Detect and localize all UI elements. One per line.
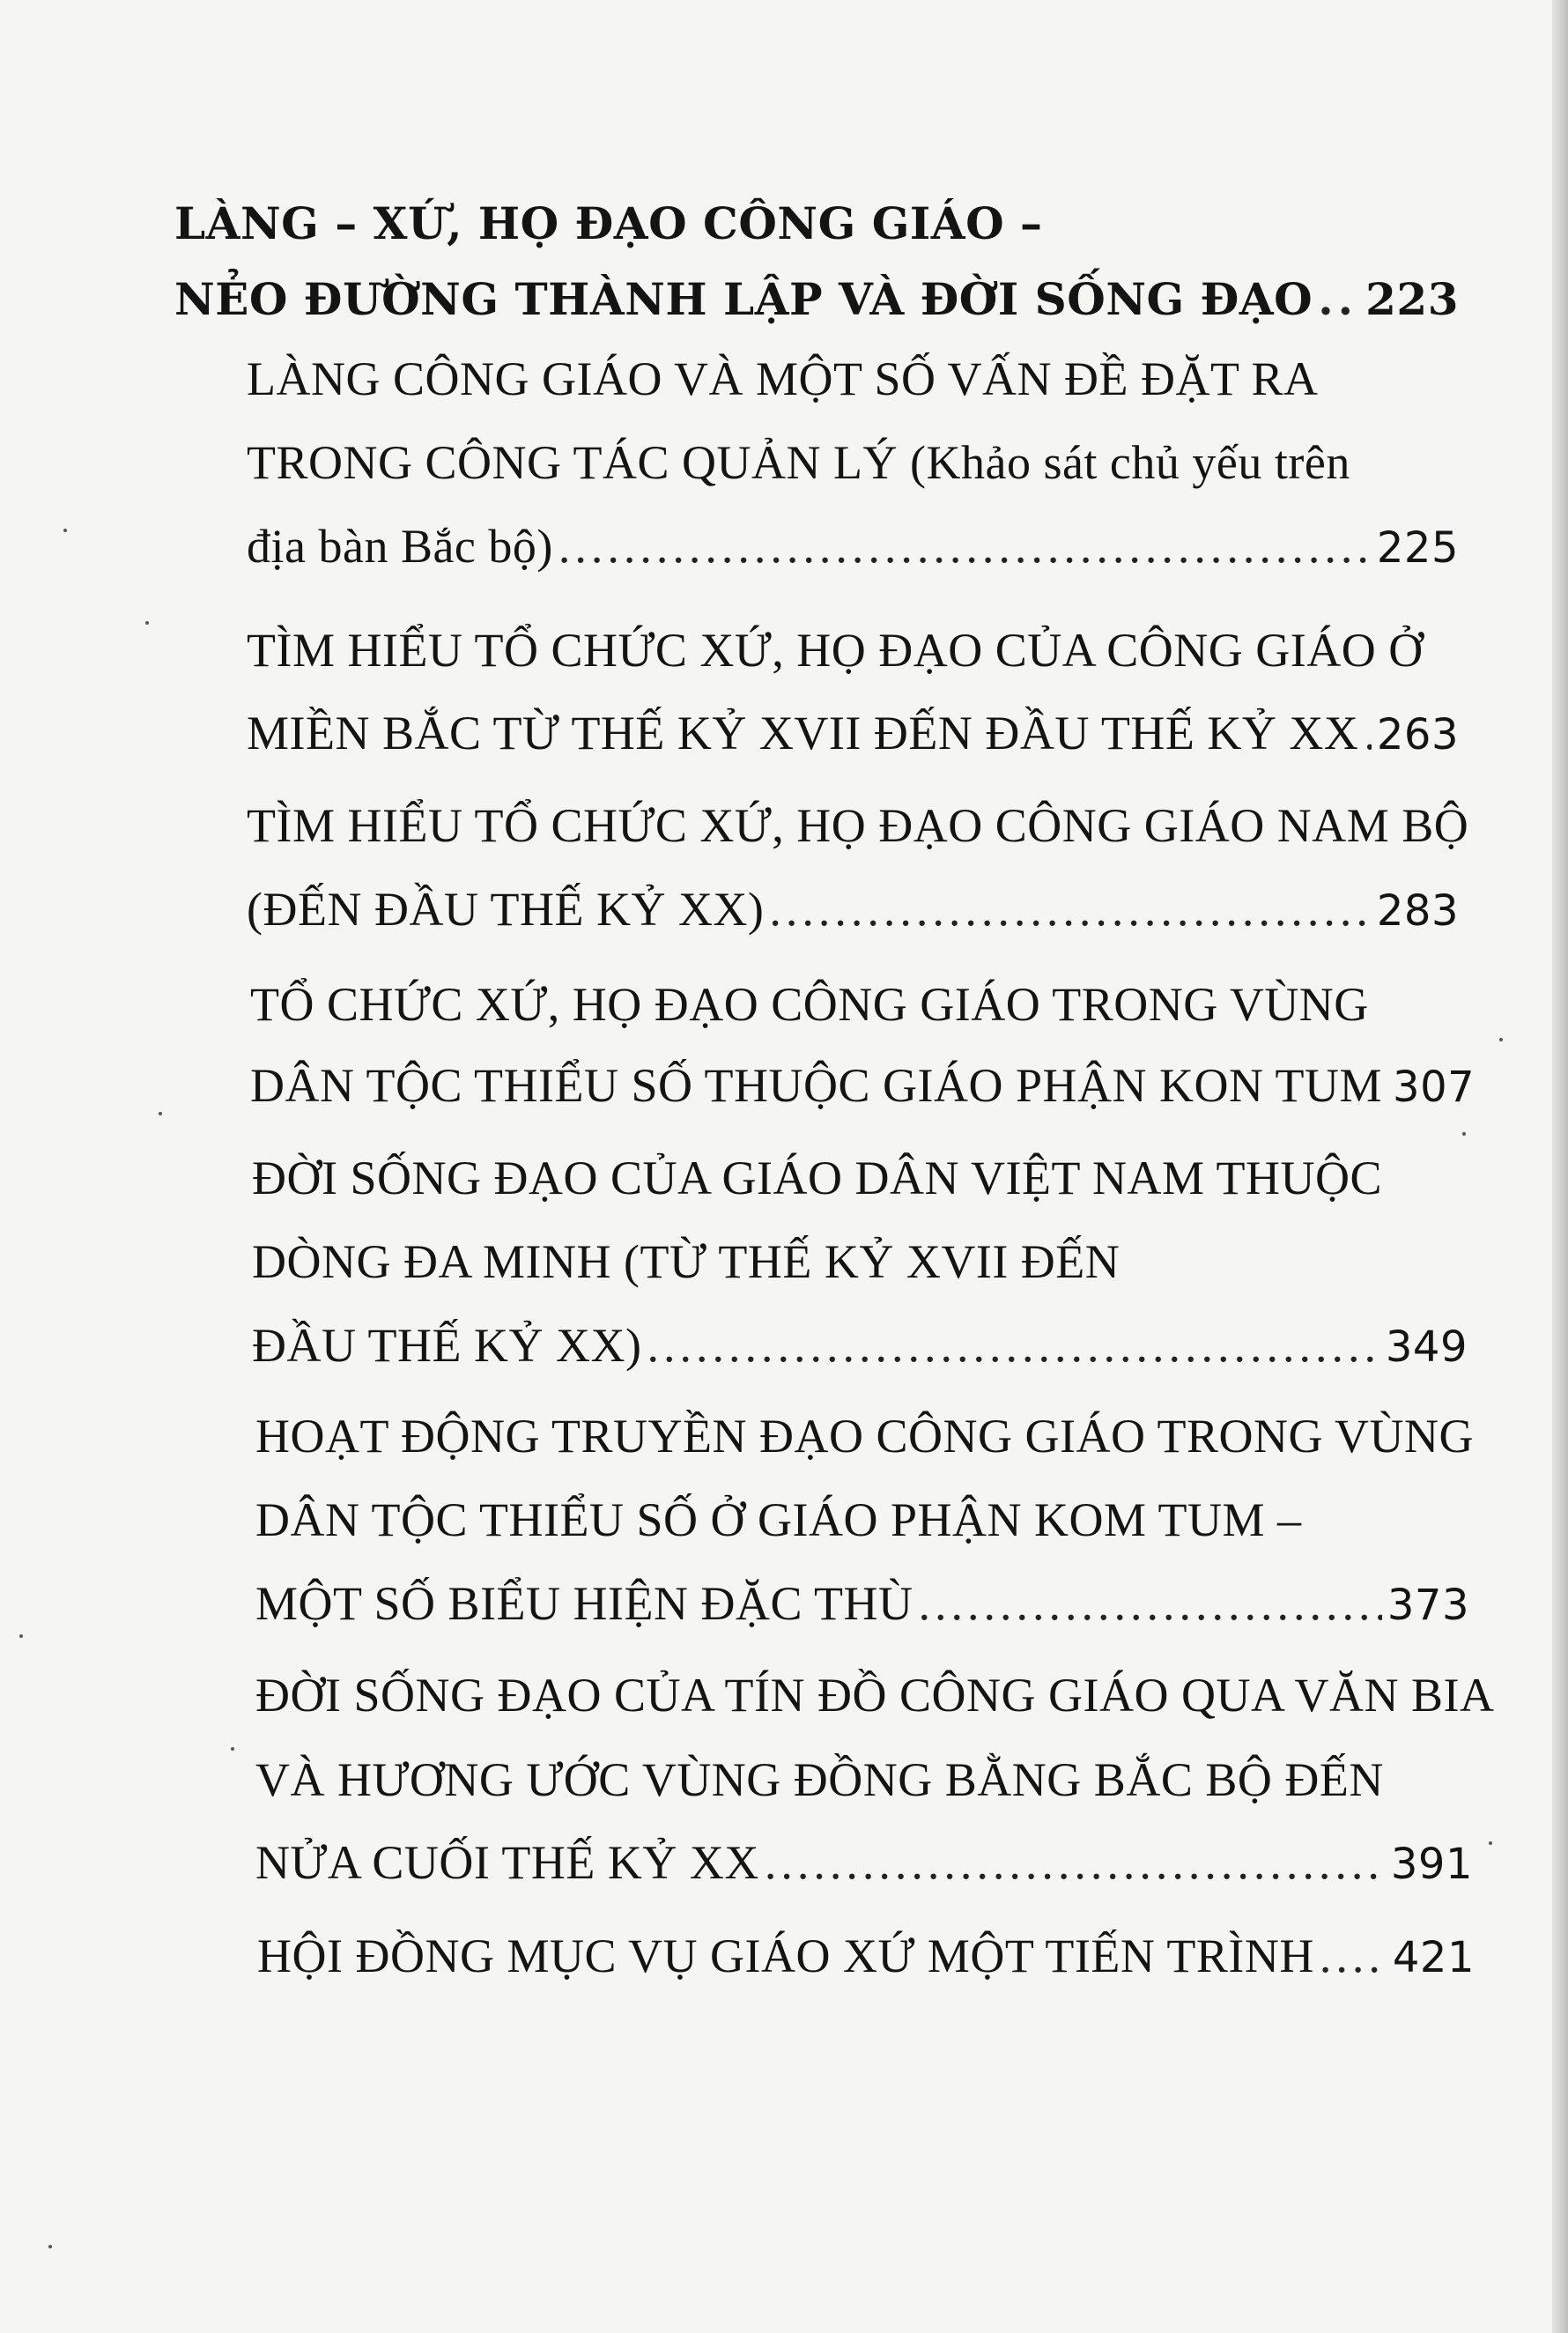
entry-last-line <box>255 1834 1473 1892</box>
page-number: 391 <box>1390 1840 1473 1889</box>
dot-leader <box>765 1834 1386 1891</box>
entry-title-text: DÂN TỘC THIỂU SỐ THUỘC GIÁO PHẬN KON TUM <box>250 1059 1383 1112</box>
page-number: 223 <box>1365 273 1459 325</box>
entry-title-text: HỘI ĐỒNG MỤC VỤ GIÁO XỨ MỘT TIẾN TRÌNH <box>257 1929 1314 1982</box>
entry-title-line: TỔ CHỨC XỨ, HỌ ĐẠO CÔNG GIÁO TRONG VÙNG <box>250 978 1369 1031</box>
entry-title-text: MIỀN BẮC TỪ THẾ KỶ XVII ĐẾN ĐẦU THẾ KỶ XX <box>247 707 1359 759</box>
page-number: 421 <box>1392 1933 1475 1982</box>
entry-title-text: NỬA CUỐI THẾ KỶ XX <box>255 1836 759 1889</box>
entry-last-line <box>255 1575 1469 1633</box>
section-title-line-1 <box>174 196 1043 252</box>
entry-title-line: TRONG CÔNG TÁC QUẢN LÝ (Khảo sát chủ yếu trên <box>247 436 1350 489</box>
page-number: 263 <box>1376 710 1459 759</box>
dot-leader <box>647 1317 1379 1374</box>
entry-title-line: ĐỜI SỐNG ĐẠO CỦA GIÁO DÂN VIỆT NAM THUỘC <box>252 1152 1383 1204</box>
entry-title-line: LÀNG CÔNG GIÁO VÀ MỘT SỐ VẤN ĐỀ ĐẶT RA <box>247 352 1319 405</box>
dot-leader <box>1320 1928 1387 1984</box>
dot-leader <box>558 518 1372 574</box>
page-number: 283 <box>1376 886 1459 936</box>
entry-title-text: (ĐẾN ĐẦU THẾ KỶ XX) <box>247 883 765 936</box>
entry-last-line <box>257 1928 1475 1986</box>
dot-leader <box>1364 705 1372 761</box>
section-title-text: LÀNG – XỨ, HỌ ĐẠO CÔNG GIÁO – <box>174 197 1043 249</box>
entry-last-line <box>247 705 1459 763</box>
entry-last-line <box>252 1317 1468 1375</box>
entry-title-line: HOẠT ĐỘNG TRUYỀN ĐẠO CÔNG GIÁO TRONG VÙNG <box>255 1410 1474 1463</box>
entry-last-line <box>250 1057 1476 1115</box>
entry-title-text: ĐẦU THẾ KỶ XX) <box>252 1319 642 1372</box>
entry-last-line <box>247 518 1459 576</box>
entry-title-line: TÌM HIỂU TỔ CHỨC XỨ, HỌ ĐẠO CÔNG GIÁO NAM BỘ <box>247 799 1469 852</box>
dot-leader <box>1318 271 1360 328</box>
entry-title-text: địa bàn Bắc bộ) <box>247 520 553 573</box>
entry-title-line: VÀ HƯƠNG ƯỚC VÙNG ĐỒNG BẰNG BẮC BỘ ĐẾN <box>255 1753 1384 1806</box>
entry-title-text: MỘT SỐ BIỂU HIỆN ĐẶC THÙ <box>255 1577 913 1630</box>
page-number: 225 <box>1376 523 1459 573</box>
page-number: 373 <box>1387 1581 1469 1630</box>
entry-title-line: TÌM HIỂU TỔ CHỨC XỨ, HỌ ĐẠO CỦA CÔNG GIÁO Ở <box>247 624 1424 677</box>
page-number: 307 <box>1393 1063 1476 1112</box>
entry-title-line: DÂN TỘC THIỂU SỐ Ở GIÁO PHẬN KOM TUM – <box>255 1493 1302 1546</box>
dot-leader <box>769 881 1371 937</box>
dot-leader <box>919 1575 1382 1632</box>
entry-title-line: DÒNG ĐA MINH (TỪ THẾ KỶ XVII ĐẾN <box>252 1235 1121 1288</box>
entry-last-line <box>247 881 1459 939</box>
entry-title-line: ĐỜI SỐNG ĐẠO CỦA TÍN ĐỒ CÔNG GIÁO QUA VĂN BIA <box>255 1669 1495 1722</box>
section-title-text: NẺO ĐƯỜNG THÀNH LẬP VÀ ĐỜI SỐNG ĐẠO <box>174 273 1313 325</box>
section-title-line-2 <box>174 271 1459 328</box>
page-number: 349 <box>1385 1322 1468 1372</box>
